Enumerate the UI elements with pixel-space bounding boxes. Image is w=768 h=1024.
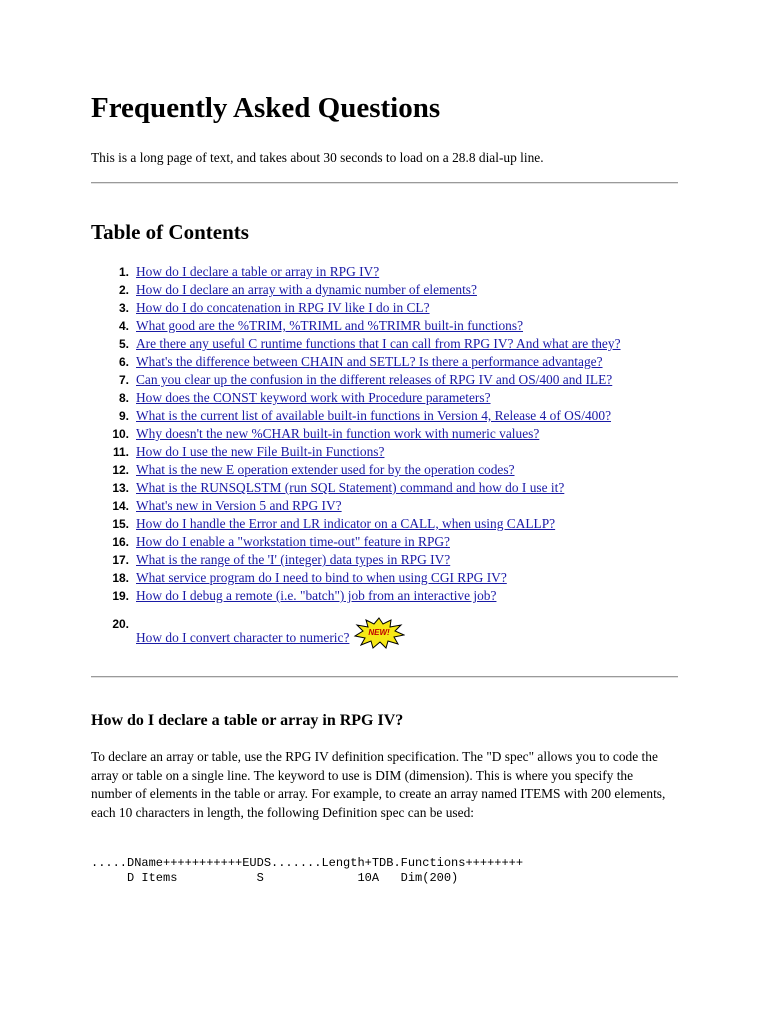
toc-item	[91, 479, 679, 497]
toc-item	[91, 299, 679, 317]
new-badge-text: NEW!	[368, 628, 391, 637]
code-line: .....DName+++++++++++EUDS.......Length+TDB.Functions++++++++	[91, 856, 524, 870]
toc-link[interactable]: Can you clear up the confusion in the different releases of RPG IV and OS/400 and ILE?	[136, 372, 613, 387]
toc-item	[91, 281, 679, 299]
toc-link[interactable]: How do I handle the Error and LR indicator on a CALL, when using CALLP?	[136, 516, 556, 531]
toc-item	[91, 353, 679, 371]
toc-link[interactable]: What is the RUNSQLSTM (run SQL Statement) command and how do I use it?	[136, 480, 565, 495]
toc-link[interactable]: How do I convert character to numeric?	[136, 630, 350, 645]
section-text: To declare an array or table, use the RPG IV definition specification. The "D spec" allows you to code the array or table on a single line. The keyword to use is DIM (dimension). This is where you specify the number of elements in the table or array. For example, to create an array named ITEMS with 200 elements, each 10 characters in length, the following Definition spec can be used:	[91, 749, 666, 820]
toc-item	[91, 587, 679, 605]
toc-item	[91, 569, 679, 587]
toc-link[interactable]: What good are the %TRIM, %TRIML and %TRIMR built-in functions?	[136, 318, 524, 333]
toc-link[interactable]: How do I declare an array with a dynamic number of elements?	[136, 282, 477, 297]
toc-link[interactable]: How do I use the new File Built-in Functions?	[136, 444, 385, 459]
toc-number: 10.	[112, 427, 129, 441]
toc-link[interactable]: What is the current list of available built-in functions in Version 4, Release 4 of OS/400?	[136, 408, 612, 423]
section-heading: How do I declare a table or array in RPG IV?	[91, 712, 404, 729]
toc-number: 17.	[112, 553, 129, 567]
table-of-contents	[91, 263, 679, 647]
toc-number: 3.	[118, 301, 129, 315]
toc-link[interactable]: What is the new E operation extender used for by the operation codes?	[136, 462, 515, 477]
toc-item	[91, 515, 679, 533]
toc-number: 15.	[112, 517, 129, 531]
toc-item	[91, 317, 679, 335]
toc-number: 14.	[112, 499, 129, 513]
toc-number: 4.	[118, 319, 129, 333]
toc-item	[91, 371, 679, 389]
toc-item	[91, 263, 679, 281]
toc-link[interactable]: What is the range of the 'I' (integer) data types in RPG IV?	[136, 552, 451, 567]
page-title: Frequently Asked Questions	[91, 92, 441, 124]
toc-link[interactable]: What's new in Version 5 and RPG IV?	[136, 498, 342, 513]
toc-number: 12.	[112, 463, 129, 477]
toc-link[interactable]: What's the difference between CHAIN and SETLL? Is there a performance advantage?	[136, 354, 603, 369]
toc-link[interactable]: Are there any useful C runtime functions that I can call from RPG IV? And what are they?	[136, 336, 621, 351]
toc-number: 1.	[118, 265, 129, 279]
toc-number: 19.	[112, 589, 129, 603]
toc-number: 16.	[112, 535, 129, 549]
toc-number: 20.	[112, 617, 129, 631]
code-block	[91, 856, 523, 886]
toc-number: 11.	[112, 445, 129, 459]
divider	[91, 676, 678, 678]
toc-number: 6.	[118, 355, 129, 369]
toc-link[interactable]: How do I debug a remote (i.e. "batch") job from an interactive job?	[136, 588, 497, 603]
toc-number: 18.	[112, 571, 129, 585]
toc-link[interactable]: What service program do I need to bind to when using CGI RPG IV?	[136, 570, 507, 585]
toc-link[interactable]: How does the CONST keyword work with Procedure parameters?	[136, 390, 491, 405]
intro-text: This is a long page of text, and takes about 30 seconds to load on a 28.8 dial-up line.	[91, 150, 544, 165]
toc-item	[91, 461, 679, 479]
toc-link[interactable]: How do I declare a table or array in RPG IV?	[136, 264, 380, 279]
code-line: D Items S 10A Dim(200)	[91, 871, 459, 885]
toc-item	[91, 533, 679, 551]
toc-link[interactable]: How do I enable a "workstation time-out" feature in RPG?	[136, 534, 450, 549]
divider	[91, 182, 678, 184]
toc-number: 2.	[118, 283, 129, 297]
toc-item	[91, 407, 679, 425]
toc-number: 8.	[118, 391, 129, 405]
toc-link[interactable]: Why doesn't the new %CHAR built-in function work with numeric values?	[136, 426, 540, 441]
toc-item	[91, 551, 679, 569]
toc-item	[91, 425, 679, 443]
toc-number: 7.	[118, 373, 129, 387]
toc-number: 9.	[118, 409, 129, 423]
toc-item	[91, 335, 679, 353]
toc-item	[91, 389, 679, 407]
toc-item	[91, 497, 679, 515]
toc-item	[91, 615, 679, 647]
toc-number: 5.	[118, 337, 129, 351]
toc-item	[91, 443, 679, 461]
toc-heading: Table of Contents	[91, 220, 249, 244]
toc-link[interactable]: How do I do concatenation in RPG IV like I do in CL?	[136, 300, 430, 315]
new-badge-icon	[353, 617, 405, 649]
toc-number: 13.	[112, 481, 129, 495]
